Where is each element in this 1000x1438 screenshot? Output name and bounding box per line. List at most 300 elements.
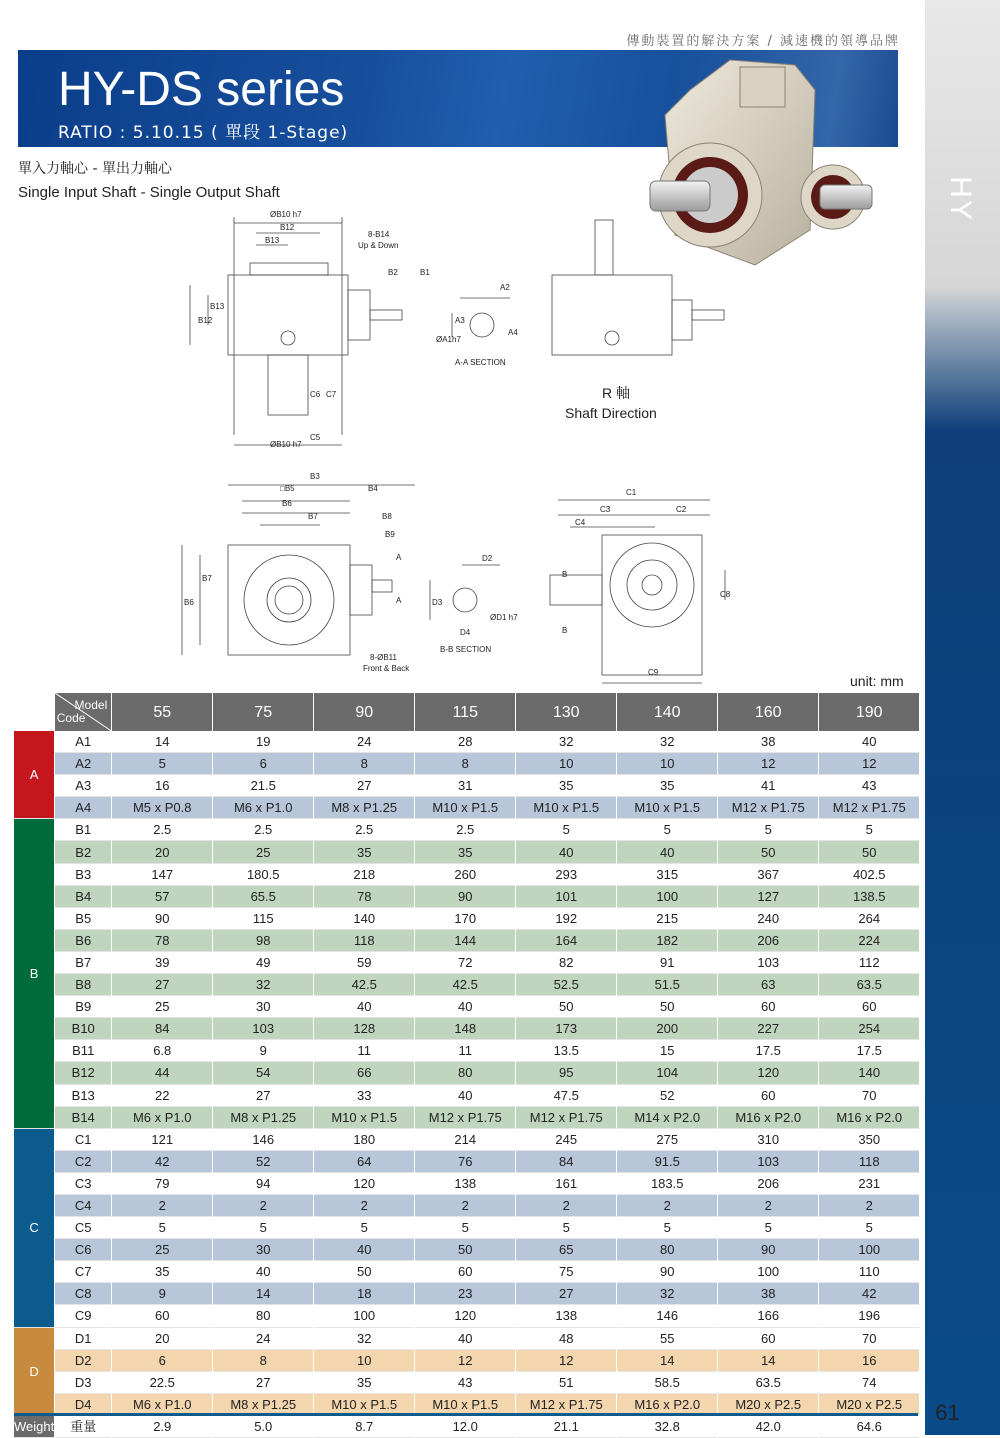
table-cell: 2.5 — [415, 819, 516, 841]
group-header-blank — [14, 693, 55, 731]
table-cell: 33 — [314, 1084, 415, 1106]
table-row — [14, 885, 920, 907]
label-b7: B7 — [308, 512, 318, 521]
table-row — [14, 1128, 920, 1150]
table-cell: 70 — [819, 1327, 920, 1349]
table-cell: 50 — [718, 841, 819, 863]
model-header: 55 — [112, 693, 213, 731]
table-cell: 51.5 — [617, 974, 718, 996]
table-cell: 50 — [617, 996, 718, 1018]
table-cell: M12 x P1.75 — [819, 797, 920, 819]
table-cell: 127 — [718, 885, 819, 907]
table-cell: 182 — [617, 929, 718, 951]
weight-cell: 64.6 — [819, 1415, 920, 1437]
label-c8: C8 — [720, 590, 730, 599]
table-cell: 40 — [617, 841, 718, 863]
table-cell: 41 — [718, 775, 819, 797]
table-cell: M16 x P2.0 — [819, 1106, 920, 1128]
row-code: A1 — [55, 731, 112, 753]
table-cell: 80 — [617, 1239, 718, 1261]
table-cell: 38 — [718, 1283, 819, 1305]
label-marker-a-top: A — [396, 553, 402, 562]
table-cell: 12 — [718, 753, 819, 775]
table-cell: 254 — [819, 1018, 920, 1040]
table-cell: 11 — [415, 1040, 516, 1062]
label-a4: A4 — [508, 328, 518, 337]
table-cell: 70 — [819, 1084, 920, 1106]
table-cell: 6 — [213, 753, 314, 775]
label-b6: B6 — [282, 499, 292, 508]
table-cell: 35 — [314, 1371, 415, 1393]
table-cell: 44 — [112, 1062, 213, 1084]
table-cell: 293 — [516, 863, 617, 885]
table-row — [14, 1084, 920, 1106]
table-cell: 120 — [415, 1305, 516, 1327]
table-row — [14, 775, 920, 797]
label-b13-vertical: B13 — [210, 302, 225, 311]
label-c1: C1 — [626, 488, 637, 497]
table-cell: 64 — [314, 1150, 415, 1172]
table-cell: 60 — [415, 1261, 516, 1283]
table-cell: 245 — [516, 1128, 617, 1150]
table-cell: 58.5 — [617, 1371, 718, 1393]
unit-label: unit: mm — [850, 673, 904, 689]
row-code: B11 — [55, 1040, 112, 1062]
table-cell: 49 — [213, 951, 314, 973]
group-label-a: A — [14, 731, 55, 819]
label-b10-top: ØB10 h7 — [270, 210, 302, 219]
table-cell: 76 — [415, 1150, 516, 1172]
table-cell: 35 — [112, 1261, 213, 1283]
table-cell: 5 — [617, 819, 718, 841]
table-header-row — [14, 693, 920, 731]
row-code: C7 — [55, 1261, 112, 1283]
model-code-corner — [55, 693, 112, 731]
label-c5: C5 — [310, 433, 321, 442]
table-cell: 39 — [112, 951, 213, 973]
label-c6: C6 — [310, 390, 321, 399]
row-code: D3 — [55, 1371, 112, 1393]
table-cell: 5 — [617, 1217, 718, 1239]
table-cell: 54 — [213, 1062, 314, 1084]
corner-code-label: Code — [56, 711, 86, 725]
label-b7-vertical: B7 — [202, 574, 212, 583]
table-cell: M12 x P1.75 — [516, 1393, 617, 1415]
table-cell: 32 — [617, 1283, 718, 1305]
table-cell: 147 — [112, 863, 213, 885]
table-cell: 2 — [314, 1194, 415, 1216]
table-cell: M6 x P1.0 — [213, 797, 314, 819]
table-cell: 9 — [213, 1040, 314, 1062]
table-row — [14, 1371, 920, 1393]
label-c9: C9 — [648, 668, 659, 677]
label-updown: Up & Down — [358, 241, 399, 250]
table-cell: 118 — [819, 1150, 920, 1172]
table-cell: 24 — [314, 731, 415, 753]
table-cell: 22.5 — [112, 1371, 213, 1393]
table-cell: M10 x P1.5 — [314, 1106, 415, 1128]
table-cell: M16 x P2.0 — [718, 1106, 819, 1128]
table-cell: 35 — [415, 841, 516, 863]
ratio-subtitle: RATIO : 5.10.15 ( 單段 1-Stage) — [58, 123, 349, 143]
table-cell: 35 — [516, 775, 617, 797]
table-cell: 14 — [718, 1349, 819, 1371]
table-cell: 52 — [617, 1084, 718, 1106]
table-cell: 6 — [112, 1349, 213, 1371]
table-cell: 95 — [516, 1062, 617, 1084]
table-cell: 120 — [314, 1172, 415, 1194]
model-header: 130 — [516, 693, 617, 731]
label-aa-section: A-A SECTION — [455, 358, 506, 367]
table-cell: 2 — [819, 1194, 920, 1216]
table-cell: 27 — [314, 775, 415, 797]
table-cell: 30 — [213, 1239, 314, 1261]
row-code: C1 — [55, 1128, 112, 1150]
corner-model-label: Model — [74, 698, 108, 712]
table-cell: 42.5 — [415, 974, 516, 996]
group-label-weight: Weight — [14, 1415, 55, 1437]
row-code: A4 — [55, 797, 112, 819]
table-cell: 52 — [213, 1150, 314, 1172]
table-cell: M6 x P1.0 — [112, 1393, 213, 1415]
table-body — [14, 731, 920, 1438]
table-cell: 40 — [415, 1327, 516, 1349]
subtitle-english: Single Input Shaft - Single Output Shaft — [18, 184, 280, 201]
row-code: B2 — [55, 841, 112, 863]
group-label-d: D — [14, 1327, 55, 1415]
table-cell: 146 — [617, 1305, 718, 1327]
label-c7: C7 — [326, 390, 337, 399]
model-header: 90 — [314, 693, 415, 731]
table-cell: 5 — [718, 1217, 819, 1239]
table-cell: 91.5 — [617, 1150, 718, 1172]
table-cell: 32 — [213, 974, 314, 996]
table-row — [14, 819, 920, 841]
table-cell: 10 — [516, 753, 617, 775]
table-cell: 173 — [516, 1018, 617, 1040]
label-d4: D4 — [460, 628, 471, 637]
table-cell: 138.5 — [819, 885, 920, 907]
table-cell: 206 — [718, 929, 819, 951]
table-cell: 367 — [718, 863, 819, 885]
model-header: 140 — [617, 693, 718, 731]
table-cell: 260 — [415, 863, 516, 885]
row-code: C2 — [55, 1150, 112, 1172]
table-cell: 47.5 — [516, 1084, 617, 1106]
table-cell: 5 — [314, 1217, 415, 1239]
table-row — [14, 907, 920, 929]
table-cell: 164 — [516, 929, 617, 951]
table-row — [14, 1327, 920, 1349]
table-cell: 120 — [718, 1062, 819, 1084]
table-cell: 40 — [213, 1261, 314, 1283]
table-cell: M10 x P1.5 — [314, 1393, 415, 1415]
table-cell: 63.5 — [819, 974, 920, 996]
table-cell: 2 — [213, 1194, 314, 1216]
table-cell: 5 — [718, 819, 819, 841]
label-b3: B3 — [310, 472, 320, 481]
table-cell: 74 — [819, 1371, 920, 1393]
table-cell: 32 — [314, 1327, 415, 1349]
row-code: B10 — [55, 1018, 112, 1040]
row-code: B4 — [55, 885, 112, 907]
label-b10-bottom: ØB10 h7 — [270, 440, 302, 449]
table-cell: 43 — [415, 1371, 516, 1393]
label-a1: ØA1h7 — [436, 335, 461, 344]
table-cell: 52.5 — [516, 974, 617, 996]
row-code: C4 — [55, 1194, 112, 1216]
table-cell: 60 — [718, 1327, 819, 1349]
table-cell: 2.5 — [112, 819, 213, 841]
table-cell: 2.5 — [213, 819, 314, 841]
table-cell: 84 — [112, 1018, 213, 1040]
table-cell: M16 x P2.0 — [617, 1393, 718, 1415]
table-cell: 2 — [112, 1194, 213, 1216]
table-cell: 2 — [415, 1194, 516, 1216]
table-cell: 80 — [415, 1062, 516, 1084]
row-code: D2 — [55, 1349, 112, 1371]
table-cell: 16 — [112, 775, 213, 797]
table-cell: 100 — [819, 1239, 920, 1261]
table-cell: 42 — [819, 1283, 920, 1305]
table-cell: 42 — [112, 1150, 213, 1172]
label-b2: B2 — [388, 268, 398, 277]
label-c3: C3 — [600, 505, 611, 514]
table-row — [14, 1283, 920, 1305]
table-row — [14, 1261, 920, 1283]
table-cell: 50 — [819, 841, 920, 863]
table-cell: 48 — [516, 1327, 617, 1349]
table-cell: M20 x P2.5 — [819, 1393, 920, 1415]
table-cell: 240 — [718, 907, 819, 929]
table-row — [14, 841, 920, 863]
table-row — [14, 1040, 920, 1062]
label-b13: B13 — [265, 236, 280, 245]
group-label-c: C — [14, 1128, 55, 1327]
label-d2: D2 — [482, 554, 493, 563]
table-cell: 5 — [415, 1217, 516, 1239]
table-cell: 161 — [516, 1172, 617, 1194]
table-cell: 12 — [415, 1349, 516, 1371]
table-cell: 227 — [718, 1018, 819, 1040]
table-cell: 140 — [314, 907, 415, 929]
model-header: 75 — [213, 693, 314, 731]
table-cell: 214 — [415, 1128, 516, 1150]
table-cell: 84 — [516, 1150, 617, 1172]
table-cell: 231 — [819, 1172, 920, 1194]
weight-cell: 42.0 — [718, 1415, 819, 1437]
bottom-rule — [14, 1413, 918, 1416]
table-cell: 27 — [213, 1371, 314, 1393]
label-a3: A3 — [455, 316, 465, 325]
table-cell: 25 — [112, 1239, 213, 1261]
label-b11: 8-ØB11 — [370, 653, 397, 662]
row-code: C5 — [55, 1217, 112, 1239]
group-label-b: B — [14, 819, 55, 1128]
weight-cell: 5.0 — [213, 1415, 314, 1437]
table-cell: 60 — [718, 1084, 819, 1106]
table-cell: 110 — [819, 1261, 920, 1283]
table-cell: 183.5 — [617, 1172, 718, 1194]
table-cell: 79 — [112, 1172, 213, 1194]
label-r-axis: R 軸 — [602, 385, 630, 401]
table-cell: 32 — [516, 731, 617, 753]
table-cell: 100 — [718, 1261, 819, 1283]
table-cell: 17.5 — [819, 1040, 920, 1062]
model-header: 115 — [415, 693, 516, 731]
label-front-back: Front & Back — [363, 664, 410, 673]
table-cell: 2 — [516, 1194, 617, 1216]
subtitle-chinese: 單入力軸心 - 單出力軸心 — [18, 161, 172, 177]
table-cell: 144 — [415, 929, 516, 951]
table-cell: 55 — [617, 1327, 718, 1349]
table-cell: 166 — [718, 1305, 819, 1327]
table-cell: 140 — [819, 1062, 920, 1084]
row-code: B9 — [55, 996, 112, 1018]
row-code: B1 — [55, 819, 112, 841]
label-bb-section: B-B SECTION — [440, 645, 492, 654]
table-cell: 146 — [213, 1128, 314, 1150]
label-b4: B4 — [368, 484, 378, 493]
table-cell: 42.5 — [314, 974, 415, 996]
table-cell: 60 — [819, 996, 920, 1018]
table-cell: 5 — [819, 819, 920, 841]
table-row — [14, 863, 920, 885]
table-cell: 13.5 — [516, 1040, 617, 1062]
side-label: HY — [944, 176, 977, 222]
table-cell: 51 — [516, 1371, 617, 1393]
table-cell: 60 — [112, 1305, 213, 1327]
table-row — [14, 996, 920, 1018]
table-cell: 25 — [112, 996, 213, 1018]
table-cell: 27 — [112, 974, 213, 996]
table-cell: 104 — [617, 1062, 718, 1084]
label-b1: B1 — [420, 268, 430, 277]
table-cell: 215 — [617, 907, 718, 929]
table-cell: 32 — [617, 731, 718, 753]
row-code: B8 — [55, 974, 112, 996]
table-cell: 72 — [415, 951, 516, 973]
table-cell: 275 — [617, 1128, 718, 1150]
table-cell: 2 — [617, 1194, 718, 1216]
table-cell: 50 — [314, 1261, 415, 1283]
table-cell: 5 — [516, 1217, 617, 1239]
label-b14: 8-B14 — [368, 230, 390, 239]
table-cell: M10 x P1.5 — [415, 1393, 516, 1415]
spec-table — [14, 693, 920, 1438]
table-cell: 78 — [112, 929, 213, 951]
table-cell: M12 x P1.75 — [415, 1106, 516, 1128]
table-cell: 103 — [213, 1018, 314, 1040]
row-code: D4 — [55, 1393, 112, 1415]
table-cell: 5 — [112, 753, 213, 775]
table-cell: 20 — [112, 841, 213, 863]
table-cell: 180 — [314, 1128, 415, 1150]
row-code: C3 — [55, 1172, 112, 1194]
page-number: 61 — [935, 1400, 960, 1425]
table-row — [14, 1217, 920, 1239]
row-code: B12 — [55, 1062, 112, 1084]
table-cell: 35 — [314, 841, 415, 863]
table-cell: M20 x P2.5 — [718, 1393, 819, 1415]
table-cell: 40 — [314, 1239, 415, 1261]
table-cell: 5 — [213, 1217, 314, 1239]
table-cell: M8 x P1.25 — [213, 1106, 314, 1128]
row-code: B5 — [55, 907, 112, 929]
table-cell: 138 — [516, 1305, 617, 1327]
row-code: C9 — [55, 1305, 112, 1327]
table-cell: 180.5 — [213, 863, 314, 885]
weight-cell: 21.1 — [516, 1415, 617, 1437]
tagline: 傳動裝置的解決方案 / 減速機的領導品牌 — [626, 34, 900, 49]
table-cell: 38 — [718, 731, 819, 753]
table-cell: M14 x P2.0 — [617, 1106, 718, 1128]
table-cell: 350 — [819, 1128, 920, 1150]
row-code: A2 — [55, 753, 112, 775]
table-cell: M12 x P1.75 — [516, 1106, 617, 1128]
table-cell: 2 — [718, 1194, 819, 1216]
model-header: 160 — [718, 693, 819, 731]
table-cell: 402.5 — [819, 863, 920, 885]
table-cell: 8 — [314, 753, 415, 775]
table-row — [14, 1349, 920, 1371]
table-cell: M10 x P1.5 — [617, 797, 718, 819]
table-cell: 103 — [718, 1150, 819, 1172]
table-cell: 5 — [516, 819, 617, 841]
table-row — [14, 1106, 920, 1128]
table-cell: 31 — [415, 775, 516, 797]
weight-row — [14, 1415, 920, 1437]
table-cell: 14 — [112, 731, 213, 753]
table-cell: 25 — [213, 841, 314, 863]
label-a2: A2 — [500, 283, 510, 292]
table-cell: 14 — [213, 1283, 314, 1305]
table-cell: M8 x P1.25 — [213, 1393, 314, 1415]
table-cell: 148 — [415, 1018, 516, 1040]
label-c4: C4 — [575, 518, 586, 527]
table-row — [14, 1239, 920, 1261]
table-cell: M8 x P1.25 — [314, 797, 415, 819]
table-cell: 17.5 — [718, 1040, 819, 1062]
table-cell: 50 — [516, 996, 617, 1018]
table-row — [14, 1150, 920, 1172]
table-row — [14, 974, 920, 996]
table-cell: 128 — [314, 1018, 415, 1040]
label-b5: □B5 — [280, 484, 295, 493]
label-b9: B9 — [385, 530, 395, 539]
table-cell: 65 — [516, 1239, 617, 1261]
table-cell: 22 — [112, 1084, 213, 1106]
table-cell: 80 — [213, 1305, 314, 1327]
table-cell: 8 — [415, 753, 516, 775]
table-cell: 12 — [516, 1349, 617, 1371]
label-d3: D3 — [432, 598, 443, 607]
table-cell: 24 — [213, 1327, 314, 1349]
label-b12: B12 — [280, 223, 295, 232]
label-marker-a-bottom: A — [396, 596, 402, 605]
table-cell: 121 — [112, 1128, 213, 1150]
table-cell: 315 — [617, 863, 718, 885]
table-cell: 6.8 — [112, 1040, 213, 1062]
table-cell: 218 — [314, 863, 415, 885]
table-row — [14, 1305, 920, 1327]
table-cell: 50 — [415, 1239, 516, 1261]
label-marker-b-bottom: B — [562, 626, 568, 635]
table-cell: 20 — [112, 1327, 213, 1349]
table-cell: 40 — [516, 841, 617, 863]
table-row — [14, 1172, 920, 1194]
label-shaft-direction: Shaft Direction — [565, 405, 657, 421]
